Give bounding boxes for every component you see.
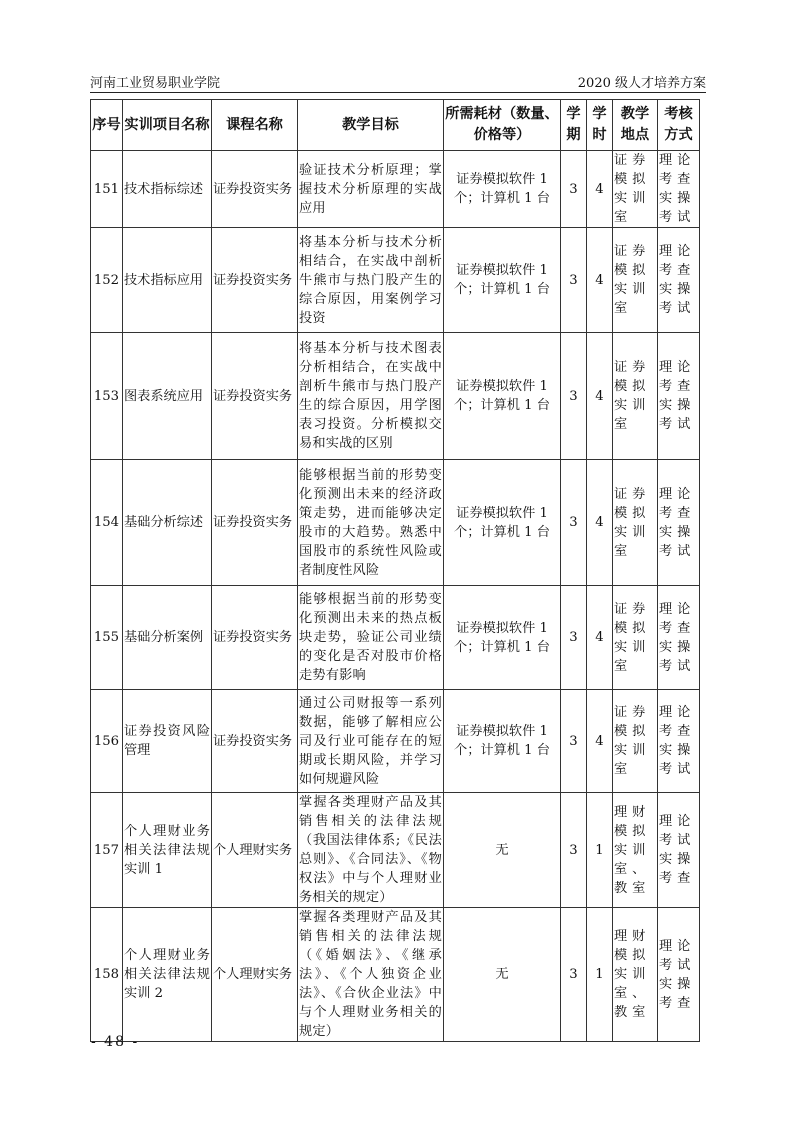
cell-project: 图表系统应用 bbox=[123, 333, 212, 460]
cell-location: 证券模拟实训室 bbox=[613, 228, 658, 333]
cell-term: 3 bbox=[561, 908, 587, 1042]
cell-goal: 将基本分析与技术分析相结合，在实战中剖析牛熊市与热门股产生的综合原因，用案例学习投资 bbox=[298, 228, 444, 333]
cell-location: 证券模拟实训室 bbox=[613, 460, 658, 586]
col-header-location: 教学地点 bbox=[613, 100, 658, 151]
page-header bbox=[90, 72, 706, 93]
col-header-project: 实训项目名称 bbox=[123, 100, 212, 151]
cell-goal: 能够根据当前的形势变化预测出未来的热点板块走势，验证公司业绩的变化是否对股市价格走势有影响 bbox=[298, 586, 444, 690]
cell-project: 个人理财业务相关法律法规实训 2 bbox=[123, 908, 212, 1042]
cell-exam: 理论考查实操考试 bbox=[658, 586, 700, 690]
cell-exam: 理论考查实操考试 bbox=[658, 460, 700, 586]
cell-course: 证券投资实务 bbox=[212, 333, 298, 460]
cell-goal: 将基本分析与技术图表分析相结合，在实战中剖析牛熊市与热门股产生的综合原因，用学图表习投资。分析模拟交易和实战的区别 bbox=[298, 333, 444, 460]
table-row bbox=[91, 151, 700, 228]
cell-no: 153 bbox=[91, 333, 123, 460]
cell-materials: 证券模拟软件 1 个；计算机 1 台 bbox=[444, 228, 561, 333]
cell-exam: 理论考查实操考试 bbox=[658, 228, 700, 333]
cell-goal: 验证技术分析原理；掌握技术分析原理的实战应用 bbox=[298, 151, 444, 228]
cell-no: 154 bbox=[91, 460, 123, 586]
cell-term: 3 bbox=[561, 690, 587, 793]
cell-course: 个人理财实务 bbox=[212, 793, 298, 908]
cell-materials: 证券模拟软件 1 个；计算机 1 台 bbox=[444, 460, 561, 586]
cell-exam: 理论考试实操考查 bbox=[658, 908, 700, 1042]
cell-materials: 证券模拟软件 1 个；计算机 1 台 bbox=[444, 151, 561, 228]
cell-no: 152 bbox=[91, 228, 123, 333]
cell-hours: 4 bbox=[587, 228, 613, 333]
table-row bbox=[91, 460, 700, 586]
cell-goal: 通过公司财报等一系列数据，能够了解相应公司及行业可能存在的短期或长期风险，并学习如何规避风险 bbox=[298, 690, 444, 793]
cell-location: 证券模拟实训室 bbox=[613, 151, 658, 228]
cell-term: 3 bbox=[561, 228, 587, 333]
cell-hours: 4 bbox=[587, 586, 613, 690]
cell-hours: 4 bbox=[587, 460, 613, 586]
cell-course: 证券投资实务 bbox=[212, 586, 298, 690]
cell-course: 证券投资实务 bbox=[212, 460, 298, 586]
cell-no: 158 bbox=[91, 908, 123, 1042]
cell-project: 证券投资风险管理 bbox=[123, 690, 212, 793]
cell-location: 理财模拟实训室、教室 bbox=[613, 793, 658, 908]
table-row bbox=[91, 690, 700, 793]
cell-exam: 理论考查实操考试 bbox=[658, 151, 700, 228]
cell-materials: 证券模拟软件 1 个；计算机 1 台 bbox=[444, 333, 561, 460]
cell-hours: 1 bbox=[587, 793, 613, 908]
training-table bbox=[90, 99, 700, 1042]
cell-no: 156 bbox=[91, 690, 123, 793]
cell-location: 证券模拟实训室 bbox=[613, 690, 658, 793]
cell-hours: 4 bbox=[587, 690, 613, 793]
cell-term: 3 bbox=[561, 151, 587, 228]
cell-location: 理财模拟实训室、教室 bbox=[613, 908, 658, 1042]
table-row bbox=[91, 793, 700, 908]
cell-exam: 理论考试实操考查 bbox=[658, 793, 700, 908]
cell-course: 证券投资实务 bbox=[212, 228, 298, 333]
cell-no: 151 bbox=[91, 151, 123, 228]
col-header-materials: 所需耗材（数量、价格等） bbox=[444, 100, 561, 151]
col-header-term: 学期 bbox=[561, 100, 587, 151]
cell-materials: 证券模拟软件 1 个；计算机 1 台 bbox=[444, 586, 561, 690]
table-row bbox=[91, 333, 700, 460]
cell-project: 个人理财业务相关法律法规实训 1 bbox=[123, 793, 212, 908]
header-doc-title: 2020 级人才培养方案 bbox=[577, 76, 706, 91]
table-row bbox=[91, 908, 700, 1042]
cell-materials: 无 bbox=[444, 908, 561, 1042]
cell-course: 证券投资实务 bbox=[212, 690, 298, 793]
col-header-goal: 教学目标 bbox=[298, 100, 444, 151]
cell-goal: 能够根据当前的形势变化预测出未来的经济政策走势，进而能够决定股市的大趋势。熟悉中国股市的系统性风险或者制度性风险 bbox=[298, 460, 444, 586]
table-header-row bbox=[91, 100, 700, 151]
cell-exam: 理论考查实操考试 bbox=[658, 333, 700, 460]
cell-materials: 无 bbox=[444, 793, 561, 908]
cell-term: 3 bbox=[561, 793, 587, 908]
col-header-exam: 考核方式 bbox=[658, 100, 700, 151]
cell-goal: 掌握各类理财产品及其销售相关的法律法规（《婚姻法》、《继承法》、《个人独资企业法》、《合伙企业法》中与个人理财业务相关的规定） bbox=[298, 908, 444, 1042]
cell-course: 个人理财实务 bbox=[212, 908, 298, 1042]
col-header-no: 序号 bbox=[91, 100, 123, 151]
page-number: - 48 - bbox=[91, 1034, 140, 1050]
cell-project: 技术指标综述 bbox=[123, 151, 212, 228]
cell-materials: 证券模拟软件 1 个；计算机 1 台 bbox=[444, 690, 561, 793]
cell-hours: 4 bbox=[587, 151, 613, 228]
cell-no: 157 bbox=[91, 793, 123, 908]
col-header-course: 课程名称 bbox=[212, 100, 298, 151]
cell-exam: 理论考查实操考试 bbox=[658, 690, 700, 793]
cell-term: 3 bbox=[561, 333, 587, 460]
cell-location: 证券模拟实训室 bbox=[613, 586, 658, 690]
cell-hours: 4 bbox=[587, 333, 613, 460]
cell-course: 证券投资实务 bbox=[212, 151, 298, 228]
header-school-name: 河南工业贸易职业学院 bbox=[90, 76, 221, 91]
cell-project: 基础分析案例 bbox=[123, 586, 212, 690]
cell-hours: 1 bbox=[587, 908, 613, 1042]
table-row bbox=[91, 586, 700, 690]
col-header-hours: 学时 bbox=[587, 100, 613, 151]
table-row bbox=[91, 228, 700, 333]
cell-term: 3 bbox=[561, 586, 587, 690]
cell-project: 基础分析综述 bbox=[123, 460, 212, 586]
cell-project: 技术指标应用 bbox=[123, 228, 212, 333]
cell-term: 3 bbox=[561, 460, 587, 586]
cell-goal: 掌握各类理财产品及其销售相关的法律法规（我国法律体系;《民法总则》、《合同法》、《物权法》中与个人理财业务相关的规定） bbox=[298, 793, 444, 908]
cell-no: 155 bbox=[91, 586, 123, 690]
cell-location: 证券模拟实训室 bbox=[613, 333, 658, 460]
